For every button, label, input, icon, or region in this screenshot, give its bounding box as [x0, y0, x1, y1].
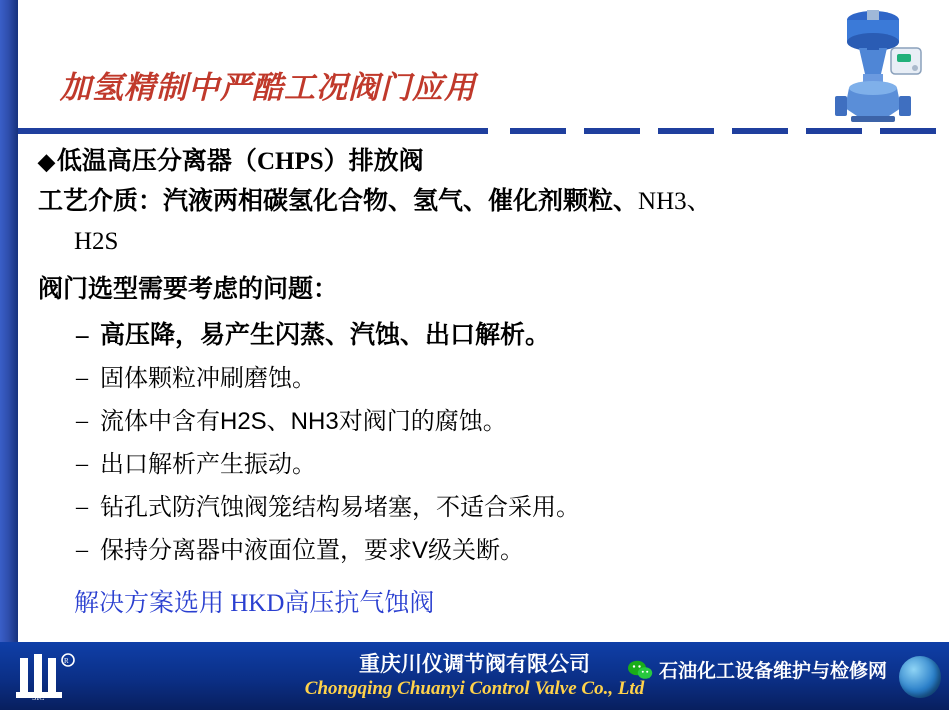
footer-company-en: Chongqing Chuanyi Control Valve Co., Ltd	[304, 678, 645, 699]
process-media-line	[38, 181, 918, 222]
list-item-label: 流体中含有H2S、NH3对阀门的腐蚀。	[100, 408, 507, 435]
globe-icon	[899, 656, 941, 698]
svg-text:SIC: SIC	[32, 693, 45, 702]
process-media-continuation: H2S	[74, 228, 119, 255]
subsection-heading	[38, 142, 918, 181]
page-title: 加氢精制中严酷工况阀门应用	[60, 70, 476, 105]
list-item	[76, 400, 918, 443]
divider-dash	[658, 128, 714, 134]
title-divider	[18, 128, 949, 134]
slide-footer	[0, 642, 949, 710]
selection-considerations-heading: 阀门选型需要考虑的问题：	[38, 275, 339, 303]
process-media-value: 汽液两相碳氢化合物、氢气、催化剂颗粒、	[163, 187, 639, 215]
list-item	[76, 529, 918, 572]
process-media-latin: NH3、	[638, 188, 712, 215]
list-item-label: 钻孔式防汽蚀阀笼结构易堵塞，不适合采用。	[100, 494, 580, 521]
control-valve-illustration	[815, 4, 935, 132]
divider-dash	[732, 128, 788, 134]
dash-bullet-icon: –	[76, 494, 88, 520]
dash-bullet-icon: –	[76, 451, 88, 477]
slide-content	[38, 142, 918, 622]
divider-solid-segment	[18, 128, 488, 134]
process-media-label: 工艺介质：	[38, 187, 164, 215]
list-item-label: 出口解析产生振动。	[100, 451, 316, 478]
divider-dash	[510, 128, 566, 134]
solution-line: 解决方案选用 HKD高压抗气蚀阀	[74, 590, 435, 617]
list-item-label: 高压降，易产生闪蒸、汽蚀、出口解析。	[100, 321, 551, 349]
diamond-bullet-icon: ◆	[38, 149, 55, 174]
list-item	[76, 314, 918, 357]
heading-text-before: 低温高压分离器（	[56, 147, 257, 175]
considerations-list	[38, 314, 918, 572]
divider-dash	[584, 128, 640, 134]
heading-latin-chps: CHPS	[256, 148, 324, 175]
list-item-label: 固体颗粒冲刷磨蚀。	[100, 365, 316, 392]
dash-bullet-icon: –	[76, 322, 89, 349]
list-item	[76, 443, 918, 486]
wechat-watermark-label: 石油化工设备维护与检修网	[658, 661, 887, 682]
list-item	[76, 357, 918, 400]
dash-bullet-icon: –	[76, 365, 88, 391]
heading-text-after: ）排放阀	[323, 147, 424, 175]
footer-company-cn: 重庆川仪调节阀有限公司	[359, 653, 590, 676]
wechat-watermark	[627, 656, 887, 683]
list-item-label: 保持分离器中液面位置，要求V级关断。	[100, 537, 525, 564]
list-item	[76, 486, 918, 529]
wechat-icon	[627, 659, 653, 681]
left-accent-bar	[0, 0, 18, 710]
dash-bullet-icon: –	[76, 537, 88, 563]
svg-text:R: R	[64, 657, 69, 665]
dash-bullet-icon: –	[76, 408, 88, 434]
